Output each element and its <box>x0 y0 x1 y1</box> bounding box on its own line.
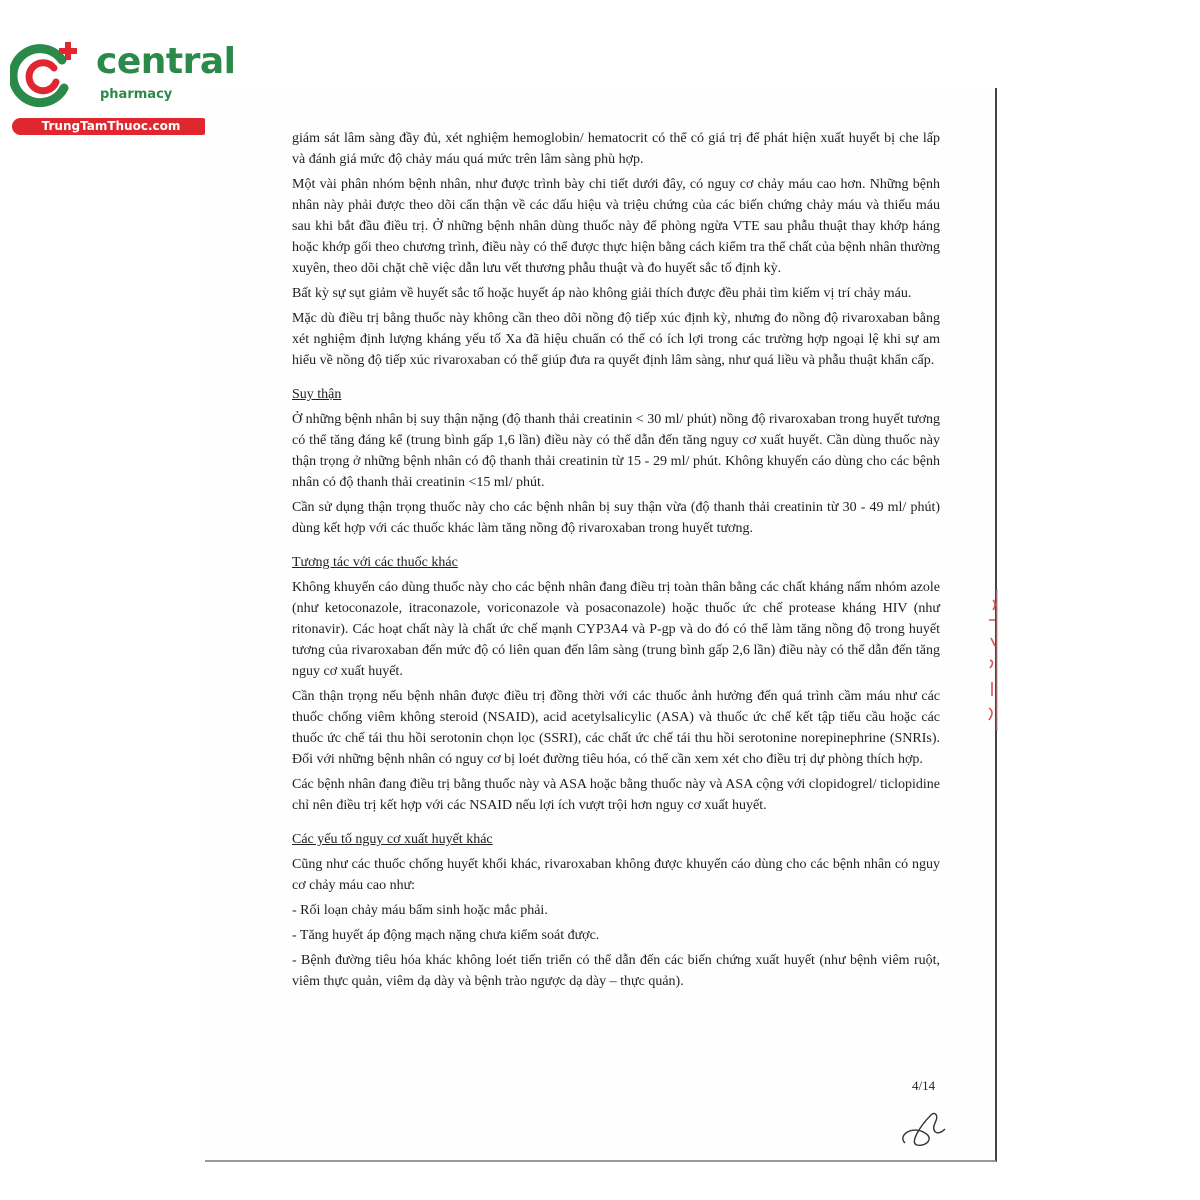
paragraph: giám sát lâm sàng đầy đủ, xét nghiệm hemoglobin/ hematocrit có thể có giá trị để phát hiện xuất huyết bị che lấp và đánh giá mức độ chảy máu quá mức trên lâm sàng phù hợp. <box>292 131 940 167</box>
list-item: - Tăng huyết áp động mạch nặng chưa kiểm soát được. <box>292 928 600 943</box>
page-number: 4/14 <box>912 1078 936 1093</box>
paragraph: Không khuyến cáo dùng thuốc này cho các bệnh nhân đang điều trị toàn thân bằng các chất kháng nấm nhóm azole (như ketoconazole, itraconazole, voriconazole và posaconazole) hoặc thuốc ức chế protease kháng HIV (như ritonavir). Các hoạt chất này là chất ức chế mạnh CYP3A4 và P-gp và do đó có thể làm tăng nồng độ trong huyết tương của rivaroxaban đến mức độ có liên quan đến lâm sàng (trung bình gấp 2,6 lần) điều này có thể dẫn đến tăng nguy cơ xuất huyết. <box>292 580 940 679</box>
document-body <box>292 128 940 996</box>
paragraph: Các bệnh nhân đang điều trị bằng thuốc này và ASA hoặc bằng thuốc này và ASA cộng với clopidogrel/ ticlopidine chỉ nên điều trị kết hợp với các NSAID nếu lợi ích vượt trội hơn nguy cơ xuất huyết. <box>292 777 940 813</box>
paragraph: Cần sử dụng thận trọng thuốc này cho các bệnh nhân bị suy thận vừa (độ thanh thải creatinin từ 30 - 49 ml/ phút) dùng kết hợp với các thuốc khác làm tăng nồng độ rivaroxaban trong huyết tương. <box>292 500 940 536</box>
paragraph: Một vài phân nhóm bệnh nhân, như được trình bày chi tiết dưới đây, có nguy cơ chảy máu cao hơn. Những bệnh nhân này phải được theo dõi cẩn thận về các dấu hiệu và triệu chứng của các biến chứng chảy máu và thiếu máu sau khi bắt đầu điều trị. Ở những bệnh nhân dùng thuốc này để phòng ngừa VTE sau phẫu thuật thay khớp háng hoặc khớp gối theo chương trình, điều này có thể được thực hiện bằng cách kiểm tra thể chất của bệnh nhân thường xuyên, theo dõi chặt chẽ việc dẫn lưu vết thương phẫu thuật và đo huyết sắc tố định kỳ. <box>292 177 940 276</box>
list-item: - Rối loạn chảy máu bẩm sinh hoặc mắc phải. <box>292 903 548 918</box>
logo-subtitle: pharmacy <box>100 87 173 102</box>
section-heading-interactions: Tương tác với các thuốc khác <box>292 555 458 570</box>
pharmacy-cross-icon <box>10 38 90 108</box>
paragraph: Cũng như các thuốc chống huyết khối khác, rivaroxaban không được khuyến cáo dùng cho các bệnh nhân có nguy cơ chảy máu cao như: <box>292 857 940 893</box>
central-pharmacy-logo[interactable] <box>10 38 236 138</box>
logo-site-url[interactable]: TrungTamThuoc.com <box>12 118 210 135</box>
section-heading-risk-factors: Các yếu tố nguy cơ xuất huyết khác <box>292 832 493 847</box>
section-heading-renal: Suy thận <box>292 387 342 402</box>
paragraph: Mặc dù điều trị bằng thuốc này không cần theo dõi nồng độ tiếp xúc định kỳ, nhưng đo nồng độ rivaroxaban bằng xét nghiệm định lượng kháng yếu tố Xa đã hiệu chuẩn có thể có ích lợi trong các trường hợp ngoại lệ khi sự am hiểu về nồng độ tiếp xúc rivaroxaban có thể giúp đưa ra quyết định lâm sàng, như quá liều và phẫu thuật khẩn cấp. <box>292 311 940 368</box>
paragraph: Ở những bệnh nhân bị suy thận nặng (độ thanh thải creatinin < 30 ml/ phút) nồng độ rivaroxaban trong huyết tương có thể tăng đáng kể (trung bình gấp 1,6 lần) điều này có thể dẫn đến tăng nguy cơ xuất huyết. Cần dùng thuốc này thận trọng ở những bệnh nhân có độ thanh thải creatinin từ 15 - 29 ml/ phút. Không khuyến cáo dùng cho các bệnh nhân có độ thanh thải creatinin <15 ml/ phút. <box>292 412 940 490</box>
handwritten-signature <box>895 1105 955 1150</box>
list-item: - Bệnh đường tiêu hóa khác không loét tiến triển có thể dẫn đến các biến chứng xuất huyết (như bệnh viêm ruột, viêm thực quản, viêm dạ dày và bệnh trào ngược dạ dày – thực quản). <box>292 953 940 989</box>
logo-name: central <box>96 41 236 82</box>
paragraph: Cần thận trọng nếu bệnh nhân được điều trị đồng thời với các thuốc ảnh hưởng đến quá trình cầm máu như các thuốc chống viêm không steroid (NSAID), acid acetylsalicylic (ASA) và thuốc ức chế kết tập tiểu cầu hoặc các thuốc ức chế tái thu hồi serotonin chọn lọc (SSRI), các chất ức chế tái thu hồi serotonine norepinephrine (SNRIs). Đối với những bệnh nhân có nguy cơ bị loét đường tiêu hóa, có thể cần xem xét cho điều trị dự phòng thích hợp. <box>292 689 940 767</box>
red-stamp-edge <box>985 590 1000 730</box>
paragraph: Bất kỳ sự sụt giảm về huyết sắc tố hoặc huyết áp nào không giải thích được đều phải tìm kiếm vị trí chảy máu. <box>292 286 912 301</box>
